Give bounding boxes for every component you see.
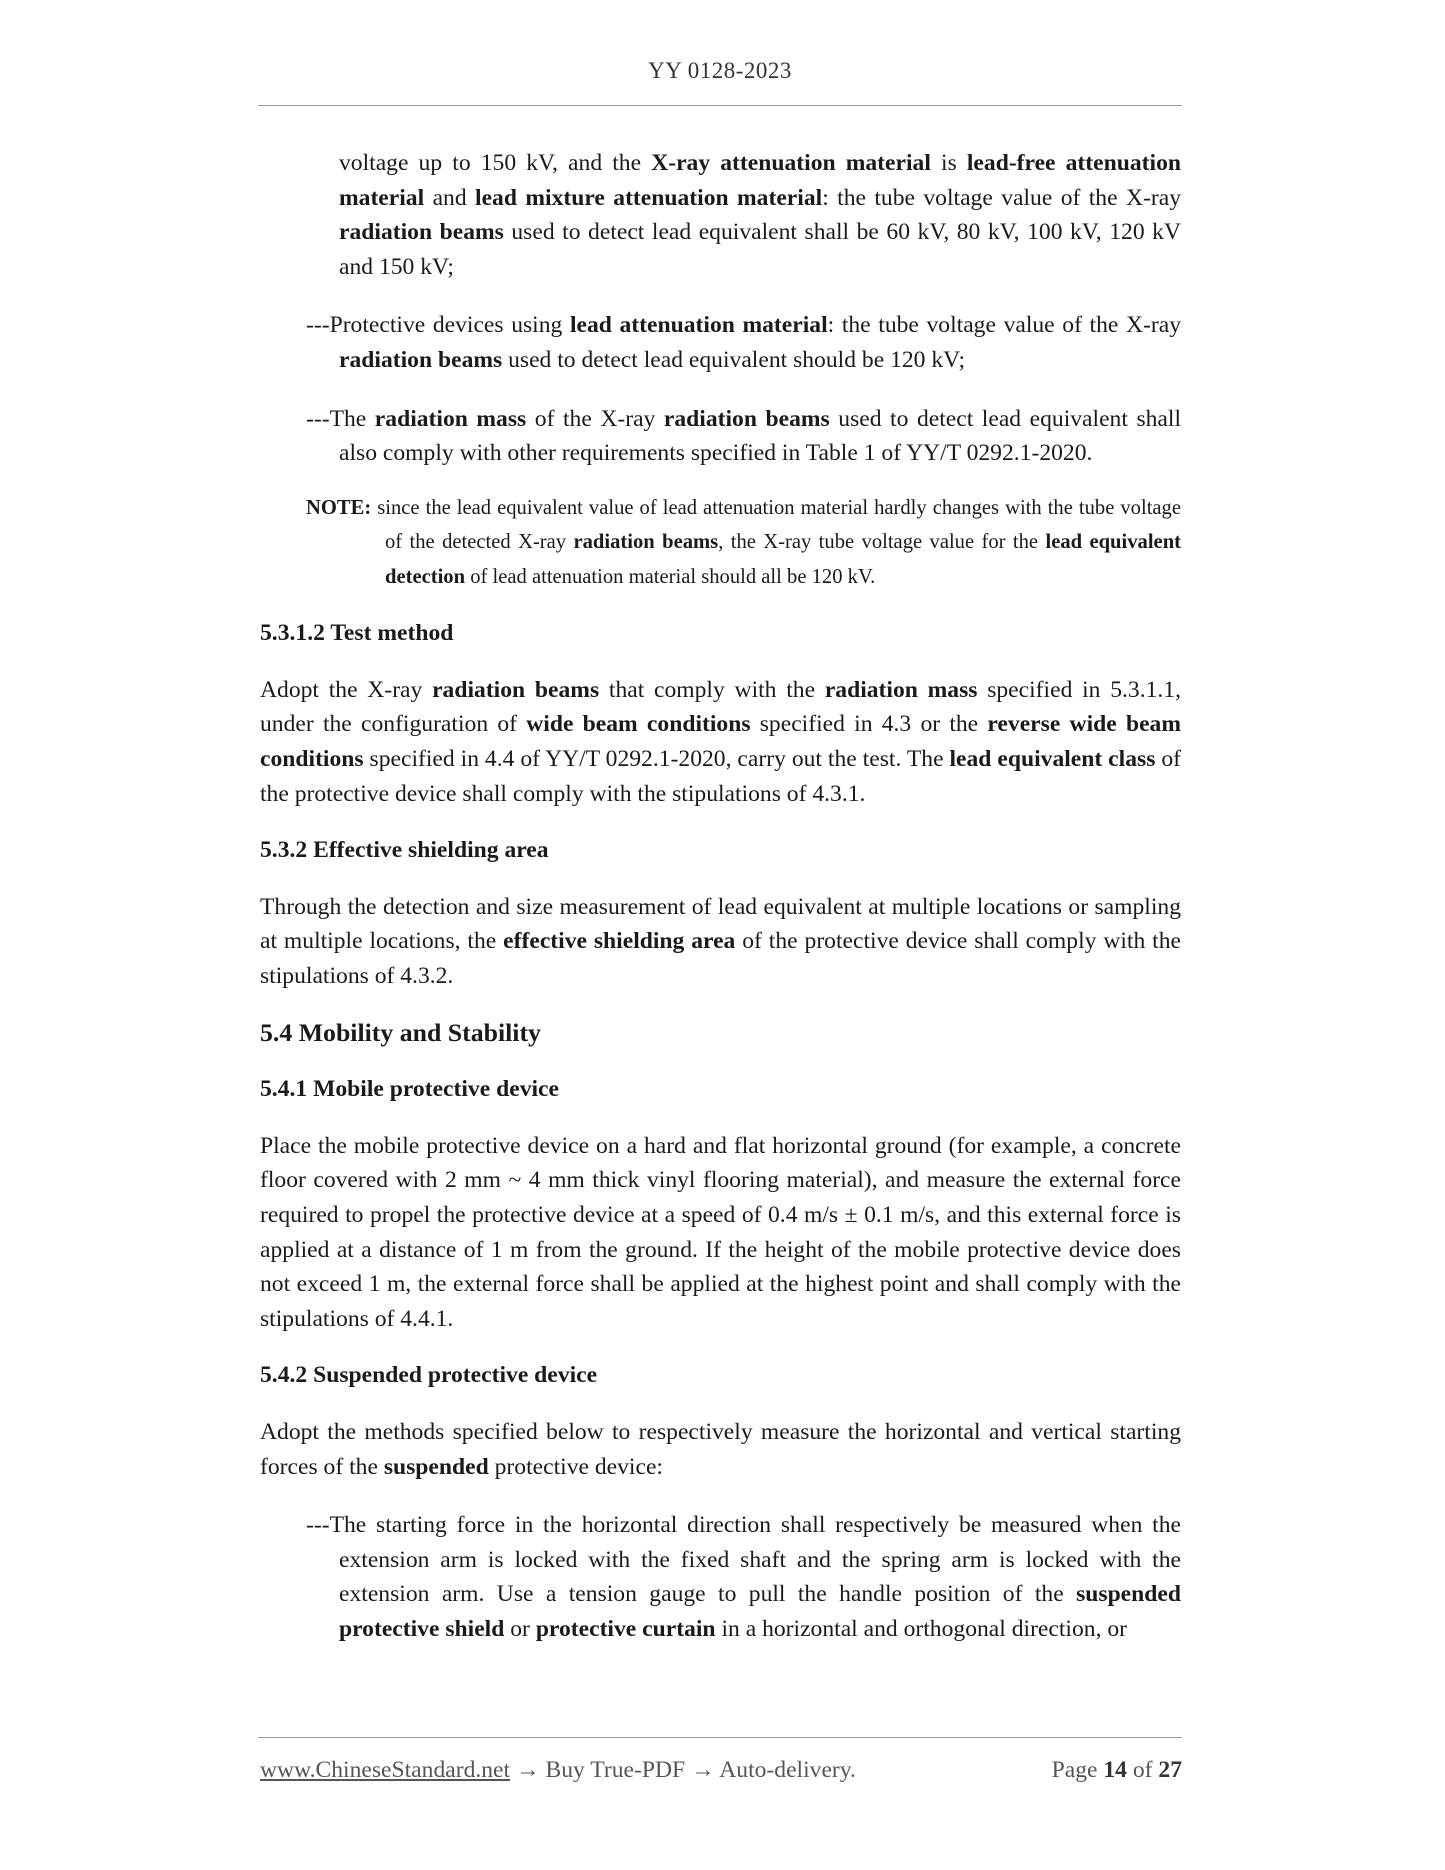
heading-5-4: 5.4 Mobility and Stability xyxy=(260,1017,541,1047)
page-indicator: Page 14 of 27 xyxy=(1051,1757,1182,1783)
arrow-right-icon: → xyxy=(685,1757,720,1783)
paragraph-mobile-device: Place the mobile protective device on a hard and flat horizontal ground (for example, a concrete floor covered with 2 mm ~ 4 mm thick vinyl flooring material), and measure the external force required to propel the protective device at a speed of 0.4 m/s ± 0.1 m/s, and this external force is applied at a distance of 1 m from the ground. If the height of the mobile protective device does not exceed 1 m, the external force shall be applied at the highest point and shall comply with the stipulations of 4.4.1. xyxy=(260,1132,1181,1332)
list-item-radiation-mass: ---The radiation mass of the X-ray radiation beams used to detect lead equivalent shall also comply with other requirements specified in Table 1 of YY/T 0292.1-2020. xyxy=(306,405,1182,467)
heading-5-3-1-2: 5.3.1.2 Test method xyxy=(260,620,454,647)
note-label: NOTE: xyxy=(306,496,372,519)
buy-pdf-link[interactable]: Buy True-PDF xyxy=(545,1757,686,1783)
page-number: 14 xyxy=(1103,1757,1127,1783)
page-header-standard-id: YY 0128-2023 xyxy=(648,58,792,83)
footer-promo xyxy=(260,1757,856,1784)
paragraph-voltage-list-continued: voltage up to 150 kV, and the X-ray attenuation material is lead-free attenuation material and lead mixture attenuation material: the tube voltage value of the X-ray radiation beams used to detect lead equivalent shall be 60 kV, 80 kV, 100 kV, 120 kV and 150 kV; xyxy=(339,150,1181,280)
paragraph-suspended-intro: Adopt the methods specified below to respectively measure the horizontal and vertical starting forces of the suspended protective device: xyxy=(260,1418,1181,1480)
paragraph-shielding-area: Through the detection and size measurement of lead equivalent at multiple locations or sampling at multiple locations, the effective shielding area of the protective device shall comply with the stipulations of 4.3.2. xyxy=(260,893,1181,989)
heading-5-4-1: 5.4.1 Mobile protective device xyxy=(260,1076,559,1103)
paragraph-test-method: Adopt the X-ray radiation beams that comply with the radiation mass specified in 5.3.1.1, under the configuration of wide beam conditions specified in 4.3 or the reverse wide beam conditions specified in 4.4 of YY/T 0292.1-2020, carry out the test. The lead equivalent class of the protective device shall comply with the stipulations of 4.3.1. xyxy=(260,676,1181,807)
list-item-lead-attenuation: ---Protective devices using lead attenuation material: the tube voltage value of the X-ray radiation beams used to detect lead equivalent should be 120 kV; xyxy=(306,312,1182,373)
arrow-right-icon: → xyxy=(510,1757,546,1783)
footer-divider xyxy=(258,1737,1182,1738)
heading-5-4-2: 5.4.2 Suspended protective device xyxy=(260,1362,598,1389)
header-divider xyxy=(258,105,1182,106)
delivery-text: Auto-delivery. xyxy=(719,1757,856,1783)
document-body xyxy=(260,146,1181,1647)
note-paragraph: NOTE: since the lead equivalent value of lead attenuation material hardly changes with the tube voltage of the detected X-ray radiation beams, the X-ray tube voltage value for the lead equivalent detection of lead attenuation material should all be 120 kV. xyxy=(306,496,1182,588)
site-link[interactable]: www.ChineseStandard.net xyxy=(260,1757,511,1783)
page-total: 27 xyxy=(1158,1757,1182,1783)
heading-5-3-2: 5.3.2 Effective shielding area xyxy=(260,837,549,864)
list-item-horizontal-force: ---The starting force in the horizontal direction shall respectively be measured when the extension arm is locked with the fixed shaft and the spring arm is locked with the extension arm. Use a tension gauge to pull the handle position of the suspended protective shield or protective curtain in a horizontal and orthogonal direction, or xyxy=(306,1512,1181,1642)
